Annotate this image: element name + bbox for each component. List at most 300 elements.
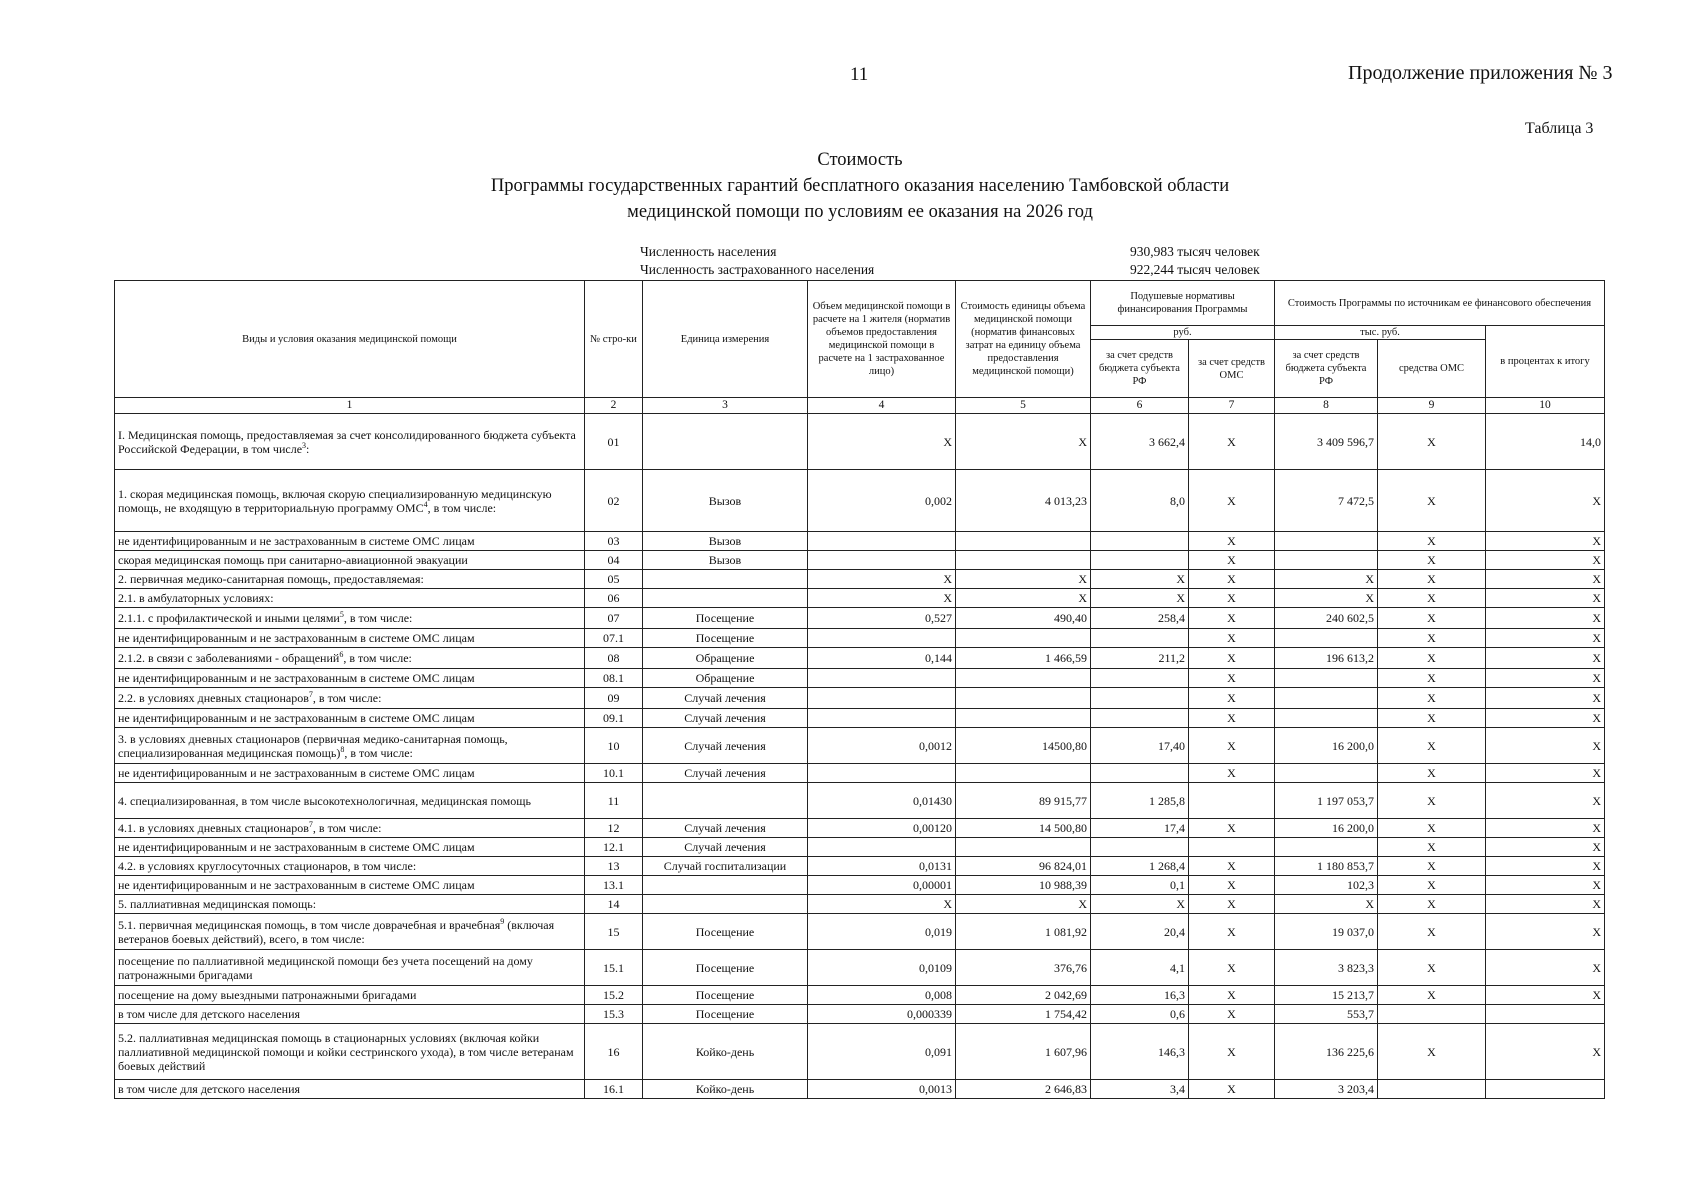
- unit-cell: [643, 414, 808, 470]
- oms-rub-cell: X: [1189, 1024, 1275, 1080]
- oms-rub-cell: X: [1189, 688, 1275, 709]
- unit-cost-cell: 89 915,77: [956, 783, 1091, 819]
- budget-thousand-cell: 3 203,4: [1275, 1080, 1378, 1099]
- table-row: [115, 551, 1605, 570]
- header-oms-thousand: средства ОМС: [1378, 340, 1486, 398]
- oms-thousand-cell: [1378, 1005, 1486, 1024]
- budget-rub-cell: [1091, 551, 1189, 570]
- budget-rub-cell: 8,0: [1091, 470, 1189, 532]
- percent-cell: X: [1486, 669, 1605, 688]
- page-number: 11: [850, 64, 869, 85]
- unit-cell: [643, 876, 808, 895]
- oms-thousand-cell: X: [1378, 764, 1486, 783]
- row-label: в том числе для детского населения: [115, 1080, 585, 1099]
- header-per-capita-norms: Подушевые нормативы финансирования Программы: [1091, 281, 1275, 326]
- volume-cell: [808, 764, 956, 783]
- row-label: 4. специализированная, в том числе высокотехнологичная, медицинская помощь: [115, 783, 585, 819]
- volume-cell: 0,01430: [808, 783, 956, 819]
- oms-thousand-cell: X: [1378, 857, 1486, 876]
- row-number: 15.3: [585, 1005, 643, 1024]
- oms-rub-cell: X: [1189, 914, 1275, 950]
- budget-thousand-cell: 15 213,7: [1275, 986, 1378, 1005]
- percent-cell: X: [1486, 950, 1605, 986]
- oms-rub-cell: X: [1189, 1005, 1275, 1024]
- percent-cell: X: [1486, 570, 1605, 589]
- footnote-marker: 5: [339, 610, 344, 619]
- budget-rub-cell: 17,4: [1091, 819, 1189, 838]
- volume-cell: [808, 688, 956, 709]
- volume-cell: [808, 838, 956, 857]
- unit-cell: [643, 895, 808, 914]
- row-label: 3. в условиях дневных стационаров (первичная медико-санитарная помощь, специализированная медицинская помощь)$^8$, в том числе:: [115, 728, 585, 764]
- unit-cost-cell: 10 988,39: [956, 876, 1091, 895]
- oms-thousand-cell: X: [1378, 950, 1486, 986]
- budget-thousand-cell: [1275, 551, 1378, 570]
- row-number: 12: [585, 819, 643, 838]
- unit-cell: Койко-день: [643, 1024, 808, 1080]
- volume-cell: 0,00120: [808, 819, 956, 838]
- oms-rub-cell: X: [1189, 570, 1275, 589]
- percent-cell: X: [1486, 986, 1605, 1005]
- oms-rub-cell: X: [1189, 669, 1275, 688]
- budget-rub-cell: [1091, 709, 1189, 728]
- budget-thousand-cell: 136 225,6: [1275, 1024, 1378, 1080]
- budget-thousand-cell: [1275, 688, 1378, 709]
- oms-thousand-cell: X: [1378, 895, 1486, 914]
- unit-cell: [643, 570, 808, 589]
- row-number: 05: [585, 570, 643, 589]
- insured-population-label: Численность застрахованного населения: [640, 262, 875, 277]
- table-row: [115, 414, 1605, 470]
- budget-thousand-cell: 1 197 053,7: [1275, 783, 1378, 819]
- oms-thousand-cell: X: [1378, 914, 1486, 950]
- row-number: 02: [585, 470, 643, 532]
- budget-thousand-cell: X: [1275, 589, 1378, 608]
- row-number: 10: [585, 728, 643, 764]
- oms-thousand-cell: X: [1378, 838, 1486, 857]
- unit-cell: Посещение: [643, 629, 808, 648]
- percent-cell: X: [1486, 629, 1605, 648]
- budget-rub-cell: X: [1091, 570, 1189, 589]
- unit-cost-cell: X: [956, 570, 1091, 589]
- footnote-marker: 9: [500, 916, 505, 926]
- oms-thousand-cell: X: [1378, 728, 1486, 764]
- table-row: [115, 1024, 1605, 1080]
- unit-cell: Случай лечения: [643, 709, 808, 728]
- unit-cell: Случай госпитализации: [643, 857, 808, 876]
- percent-cell: X: [1486, 764, 1605, 783]
- budget-rub-cell: 20,4: [1091, 914, 1189, 950]
- volume-cell: 0,091: [808, 1024, 956, 1080]
- oms-rub-cell: X: [1189, 857, 1275, 876]
- oms-rub-cell: X: [1189, 608, 1275, 629]
- volume-cell: 0,008: [808, 986, 956, 1005]
- row-number: 10.1: [585, 764, 643, 783]
- unit-cost-cell: X: [956, 414, 1091, 470]
- oms-thousand-cell: X: [1378, 570, 1486, 589]
- budget-rub-cell: 1 285,8: [1091, 783, 1189, 819]
- col-number: 2: [585, 398, 643, 414]
- unit-cost-cell: 14 500,80: [956, 819, 1091, 838]
- row-number: 03: [585, 532, 643, 551]
- row-number: 13: [585, 857, 643, 876]
- row-number: 01: [585, 414, 643, 470]
- budget-thousand-cell: [1275, 669, 1378, 688]
- oms-rub-cell: X: [1189, 1080, 1275, 1099]
- budget-rub-cell: [1091, 532, 1189, 551]
- oms-thousand-cell: X: [1378, 669, 1486, 688]
- col-number: 4: [808, 398, 956, 414]
- oms-thousand-cell: X: [1378, 414, 1486, 470]
- oms-rub-cell: X: [1189, 629, 1275, 648]
- budget-thousand-cell: 7 472,5: [1275, 470, 1378, 532]
- table-row: [115, 470, 1605, 532]
- volume-cell: X: [808, 895, 956, 914]
- col-number: 10: [1486, 398, 1605, 414]
- table-row: [115, 648, 1605, 669]
- table-label: Таблица 3: [1525, 120, 1594, 137]
- oms-thousand-cell: X: [1378, 986, 1486, 1005]
- row-number: 07.1: [585, 629, 643, 648]
- budget-thousand-cell: [1275, 838, 1378, 857]
- header-program-cost: Стоимость Программы по источникам ее финансового обеспечения: [1275, 281, 1605, 326]
- cost-table: [114, 280, 1605, 1099]
- budget-rub-cell: [1091, 838, 1189, 857]
- header-oms-rub: за счет средств ОМС: [1189, 340, 1275, 398]
- row-label: посещение по паллиативной медицинской помощи без учета посещений на дому патронажными бригадами: [115, 950, 585, 986]
- budget-rub-cell: 3 662,4: [1091, 414, 1189, 470]
- unit-cost-cell: [956, 551, 1091, 570]
- budget-thousand-cell: 16 200,0: [1275, 728, 1378, 764]
- percent-cell: X: [1486, 551, 1605, 570]
- budget-rub-cell: 0,1: [1091, 876, 1189, 895]
- title-line-2: Программы государственных гарантий бесплатного оказания населению Тамбовской области: [490, 176, 1230, 196]
- col-number: 6: [1091, 398, 1189, 414]
- oms-thousand-cell: X: [1378, 551, 1486, 570]
- budget-thousand-cell: X: [1275, 895, 1378, 914]
- budget-rub-cell: 258,4: [1091, 608, 1189, 629]
- header-kind: Виды и условия оказания медицинской помощи: [115, 281, 585, 398]
- table-row: [115, 532, 1605, 551]
- row-label: 1. скорая медицинская помощь, включая скорую специализированную медицинскую помощь, не входящую в территориальную программу ОМС$^4$, в том числе:: [115, 470, 585, 532]
- footnote-marker: 3: [302, 440, 307, 450]
- table-row: [115, 876, 1605, 895]
- percent-cell: X: [1486, 876, 1605, 895]
- oms-rub-cell: X: [1189, 895, 1275, 914]
- unit-cost-cell: [956, 669, 1091, 688]
- volume-cell: [808, 551, 956, 570]
- footnote-marker: 7: [308, 820, 313, 829]
- unit-cell: Койко-день: [643, 1080, 808, 1099]
- unit-cost-cell: 2 646,83: [956, 1080, 1091, 1099]
- table-row: [115, 783, 1605, 819]
- percent-cell: X: [1486, 819, 1605, 838]
- volume-cell: 0,00001: [808, 876, 956, 895]
- budget-rub-cell: [1091, 669, 1189, 688]
- budget-thousand-cell: 102,3: [1275, 876, 1378, 895]
- oms-rub-cell: X: [1189, 470, 1275, 532]
- unit-cost-cell: 14500,80: [956, 728, 1091, 764]
- row-number: 16: [585, 1024, 643, 1080]
- budget-thousand-cell: [1275, 709, 1378, 728]
- unit-cell: [643, 589, 808, 608]
- oms-thousand-cell: X: [1378, 688, 1486, 709]
- budget-rub-cell: 3,4: [1091, 1080, 1189, 1099]
- footnote-marker: 7: [308, 690, 313, 699]
- unit-cost-cell: 2 042,69: [956, 986, 1091, 1005]
- row-number: 09: [585, 688, 643, 709]
- volume-cell: 0,144: [808, 648, 956, 669]
- volume-cell: [808, 629, 956, 648]
- volume-cell: 0,002: [808, 470, 956, 532]
- row-label: не идентифицированным и не застрахованным в системе ОМС лицам: [115, 629, 585, 648]
- unit-cost-cell: [956, 688, 1091, 709]
- percent-cell: [1486, 1080, 1605, 1099]
- percent-cell: X: [1486, 838, 1605, 857]
- unit-cost-cell: X: [956, 895, 1091, 914]
- col-number: 5: [956, 398, 1091, 414]
- budget-thousand-cell: [1275, 764, 1378, 783]
- col-number: 9: [1378, 398, 1486, 414]
- volume-cell: [808, 532, 956, 551]
- percent-cell: X: [1486, 709, 1605, 728]
- table-row: [115, 819, 1605, 838]
- col-number: 7: [1189, 398, 1275, 414]
- unit-cell: Обращение: [643, 648, 808, 669]
- unit-cell: Посещение: [643, 914, 808, 950]
- table-row: [115, 914, 1605, 950]
- percent-cell: X: [1486, 728, 1605, 764]
- row-label: не идентифицированным и не застрахованным в системе ОМС лицам: [115, 669, 585, 688]
- row-number: 06: [585, 589, 643, 608]
- table-row: [115, 688, 1605, 709]
- header-unit-cost: Стоимость единицы объема медицинской помощи (норматив финансовых затрат на единицу объема предоставления медицинской помощи): [956, 281, 1091, 398]
- oms-thousand-cell: X: [1378, 629, 1486, 648]
- row-label: 4.1. в условиях дневных стационаров$^7$, в том числе:: [115, 819, 585, 838]
- budget-thousand-cell: 16 200,0: [1275, 819, 1378, 838]
- row-label: не идентифицированным и не застрахованным в системе ОМС лицам: [115, 532, 585, 551]
- budget-rub-cell: [1091, 688, 1189, 709]
- header-row-number: № стро-ки: [585, 281, 643, 398]
- col-number: 8: [1275, 398, 1378, 414]
- row-label: в том числе для детского населения: [115, 1005, 585, 1024]
- table-row: [115, 986, 1605, 1005]
- budget-thousand-cell: 3 823,3: [1275, 950, 1378, 986]
- oms-rub-cell: X: [1189, 551, 1275, 570]
- table-row: [115, 1080, 1605, 1099]
- row-label: 5.2. паллиативная медицинская помощь в стационарных условиях (включая койки паллиативной медицинской помощи и койки сестринского ухода), в том числе ветеранам боевых действий: [115, 1024, 585, 1080]
- percent-cell: X: [1486, 589, 1605, 608]
- unit-cost-cell: 1 081,92: [956, 914, 1091, 950]
- row-number: 13.1: [585, 876, 643, 895]
- table-row: [115, 570, 1605, 589]
- row-number: 15.2: [585, 986, 643, 1005]
- budget-thousand-cell: [1275, 532, 1378, 551]
- header-percent: в процентах к итогу: [1486, 326, 1605, 398]
- row-number: 08: [585, 648, 643, 669]
- row-number: 11: [585, 783, 643, 819]
- appendix-label: Продолжение приложения № 3: [1348, 62, 1613, 84]
- unit-cell: Вызов: [643, 532, 808, 551]
- budget-rub-cell: 0,6: [1091, 1005, 1189, 1024]
- footnote-marker: 6: [339, 650, 344, 659]
- oms-rub-cell: X: [1189, 709, 1275, 728]
- unit-cost-cell: 1 607,96: [956, 1024, 1091, 1080]
- percent-cell: X: [1486, 532, 1605, 551]
- budget-thousand-cell: 240 602,5: [1275, 608, 1378, 629]
- oms-thousand-cell: X: [1378, 1024, 1486, 1080]
- volume-cell: X: [808, 589, 956, 608]
- table-row: [115, 669, 1605, 688]
- row-label: скорая медицинская помощь при санитарно-авиационной эвакуации: [115, 551, 585, 570]
- row-label: 2.1.2. в связи с заболеваниями - обращений$^6$, в том числе:: [115, 648, 585, 669]
- oms-thousand-cell: X: [1378, 589, 1486, 608]
- row-number: 14: [585, 895, 643, 914]
- unit-cell: Случай лечения: [643, 819, 808, 838]
- header-unit: Единица измерения: [643, 281, 808, 398]
- unit-cell: Вызов: [643, 551, 808, 570]
- percent-cell: X: [1486, 914, 1605, 950]
- unit-cell: [643, 783, 808, 819]
- budget-thousand-cell: 3 409 596,7: [1275, 414, 1378, 470]
- unit-cell: Вызов: [643, 470, 808, 532]
- title-line-1: Стоимость: [817, 150, 903, 170]
- row-label: не идентифицированным и не застрахованным в системе ОМС лицам: [115, 838, 585, 857]
- col-number: 1: [115, 398, 585, 414]
- percent-cell: X: [1486, 895, 1605, 914]
- header-budget-rub: за счет средств бюджета субъекта РФ: [1091, 340, 1189, 398]
- volume-cell: 0,0012: [808, 728, 956, 764]
- unit-cell: Посещение: [643, 1005, 808, 1024]
- budget-thousand-cell: [1275, 629, 1378, 648]
- oms-thousand-cell: X: [1378, 783, 1486, 819]
- oms-thousand-cell: X: [1378, 470, 1486, 532]
- budget-rub-cell: X: [1091, 589, 1189, 608]
- unit-cost-cell: [956, 709, 1091, 728]
- insured-population-value: 922,244 тысяч человек: [1130, 262, 1260, 277]
- row-number: 09.1: [585, 709, 643, 728]
- percent-cell: X: [1486, 1024, 1605, 1080]
- row-label: 4.2. в условиях круглосуточных стационаров, в том числе:: [115, 857, 585, 876]
- unit-cost-cell: 490,40: [956, 608, 1091, 629]
- unit-cost-cell: [956, 838, 1091, 857]
- oms-rub-cell: X: [1189, 986, 1275, 1005]
- oms-thousand-cell: [1378, 1080, 1486, 1099]
- volume-cell: 0,019: [808, 914, 956, 950]
- header-volume: Объем медицинской помощи в расчете на 1 жителя (норматив объемов предоставления медицинской помощи в расчете на 1 застрахованное лицо): [808, 281, 956, 398]
- table-row: [115, 709, 1605, 728]
- oms-thousand-cell: X: [1378, 608, 1486, 629]
- oms-rub-cell: X: [1189, 589, 1275, 608]
- budget-thousand-cell: 1 180 853,7: [1275, 857, 1378, 876]
- volume-cell: 0,0109: [808, 950, 956, 986]
- row-label: 2.1. в амбулаторных условиях:: [115, 589, 585, 608]
- title-line-3: медицинской помощи по условиям ее оказания на 2026 год: [627, 202, 1093, 222]
- row-label: 5. паллиативная медицинская помощь:: [115, 895, 585, 914]
- oms-rub-cell: X: [1189, 819, 1275, 838]
- header-unit-thousand-rub: тыс. руб.: [1275, 326, 1486, 340]
- budget-rub-cell: 1 268,4: [1091, 857, 1189, 876]
- oms-thousand-cell: X: [1378, 819, 1486, 838]
- unit-cell: Случай лечения: [643, 688, 808, 709]
- table-row: [115, 589, 1605, 608]
- unit-cost-cell: 1 754,42: [956, 1005, 1091, 1024]
- unit-cell: Посещение: [643, 986, 808, 1005]
- budget-thousand-cell: X: [1275, 570, 1378, 589]
- row-number: 07: [585, 608, 643, 629]
- budget-rub-cell: [1091, 764, 1189, 783]
- row-label: не идентифицированным и не застрахованным в системе ОМС лицам: [115, 709, 585, 728]
- oms-rub-cell: X: [1189, 764, 1275, 783]
- table-row: [115, 950, 1605, 986]
- oms-rub-cell: X: [1189, 950, 1275, 986]
- row-number: 04: [585, 551, 643, 570]
- unit-cell: Случай лечения: [643, 838, 808, 857]
- unit-cost-cell: X: [956, 589, 1091, 608]
- table-row: [115, 857, 1605, 876]
- budget-rub-cell: X: [1091, 895, 1189, 914]
- oms-rub-cell: [1189, 783, 1275, 819]
- percent-cell: X: [1486, 608, 1605, 629]
- unit-cost-cell: [956, 629, 1091, 648]
- row-number: 16.1: [585, 1080, 643, 1099]
- oms-rub-cell: X: [1189, 414, 1275, 470]
- budget-rub-cell: 17,40: [1091, 728, 1189, 764]
- volume-cell: X: [808, 414, 956, 470]
- budget-thousand-cell: 196 613,2: [1275, 648, 1378, 669]
- volume-cell: 0,000339: [808, 1005, 956, 1024]
- unit-cost-cell: 96 824,01: [956, 857, 1091, 876]
- percent-cell: X: [1486, 857, 1605, 876]
- table-row: [115, 1005, 1605, 1024]
- row-number: 12.1: [585, 838, 643, 857]
- percent-cell: X: [1486, 470, 1605, 532]
- row-label: 2.2. в условиях дневных стационаров$^7$, в том числе:: [115, 688, 585, 709]
- budget-rub-cell: [1091, 629, 1189, 648]
- unit-cost-cell: [956, 532, 1091, 551]
- table-row: [115, 629, 1605, 648]
- unit-cell: Случай лечения: [643, 728, 808, 764]
- volume-cell: 0,527: [808, 608, 956, 629]
- oms-rub-cell: X: [1189, 876, 1275, 895]
- unit-cell: Случай лечения: [643, 764, 808, 783]
- volume-cell: [808, 669, 956, 688]
- volume-cell: 0,0131: [808, 857, 956, 876]
- unit-cost-cell: [956, 764, 1091, 783]
- oms-thousand-cell: X: [1378, 876, 1486, 895]
- unit-cell: Посещение: [643, 950, 808, 986]
- row-label: 2.1.1. с профилактической и иными целями$^5$, в том числе:: [115, 608, 585, 629]
- percent-cell: 14,0: [1486, 414, 1605, 470]
- header-unit-rub: руб.: [1091, 326, 1275, 340]
- oms-thousand-cell: X: [1378, 709, 1486, 728]
- row-label: 5.1. первичная медицинская помощь, в том числе доврачебная и врачебная$^9$ (включая ветеранов боевых действий), всего, в том числе:: [115, 914, 585, 950]
- table-row: [115, 838, 1605, 857]
- unit-cell: Посещение: [643, 608, 808, 629]
- table-row: [115, 608, 1605, 629]
- header-budget-thousand: за счет средств бюджета субъекта РФ: [1275, 340, 1378, 398]
- unit-cost-cell: 4 013,23: [956, 470, 1091, 532]
- unit-cost-cell: 376,76: [956, 950, 1091, 986]
- table-row: [115, 895, 1605, 914]
- row-number: 15.1: [585, 950, 643, 986]
- unit-cost-cell: 1 466,59: [956, 648, 1091, 669]
- volume-cell: X: [808, 570, 956, 589]
- oms-rub-cell: [1189, 838, 1275, 857]
- volume-cell: [808, 709, 956, 728]
- percent-cell: X: [1486, 648, 1605, 669]
- table-row: [115, 728, 1605, 764]
